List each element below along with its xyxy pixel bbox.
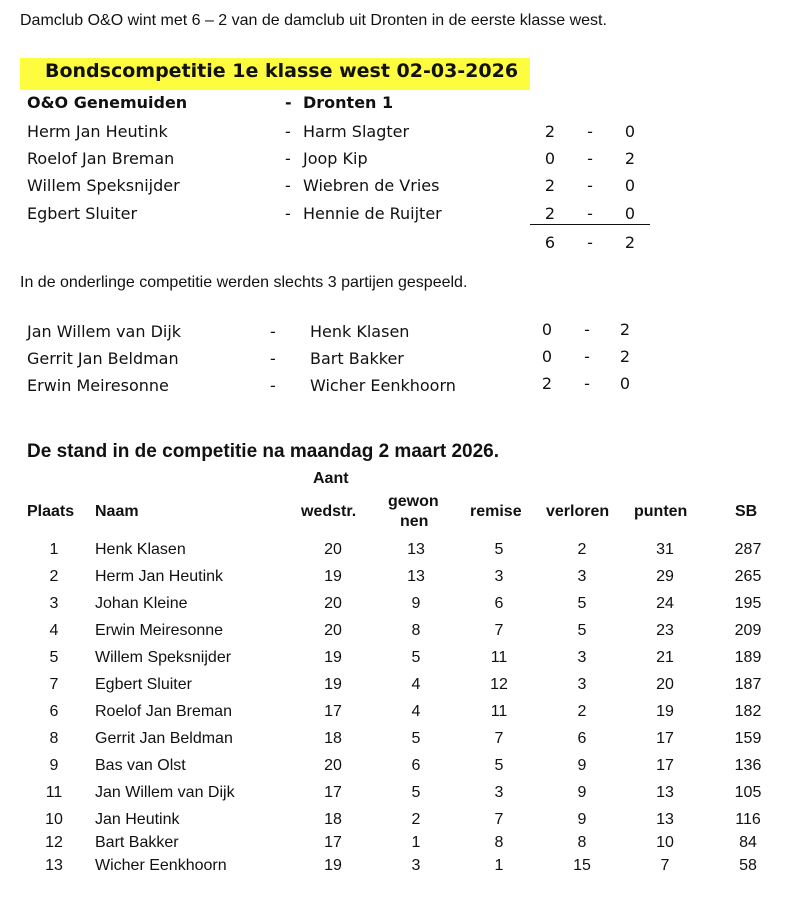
cell-sb: 195 bbox=[734, 595, 762, 612]
score-dash: - bbox=[587, 149, 593, 168]
cell-punten: 10 bbox=[656, 834, 674, 851]
game-away-score: 0 bbox=[624, 204, 636, 223]
internal-away-score: 2 bbox=[619, 347, 631, 366]
score-dash: - bbox=[584, 374, 590, 393]
cell-verloren: 8 bbox=[577, 834, 587, 851]
score-dash: - bbox=[587, 122, 593, 141]
header-sb: SB bbox=[735, 503, 758, 520]
internal-separator: - bbox=[270, 376, 276, 395]
cell-verloren: 5 bbox=[577, 622, 587, 639]
cell-gewonnen: 5 bbox=[411, 649, 421, 666]
game-away-player: Joop Kip bbox=[303, 149, 368, 168]
cell-remise: 11 bbox=[490, 703, 508, 720]
cell-wedstr: 20 bbox=[324, 757, 342, 774]
header-nen: nen bbox=[400, 513, 429, 530]
cell-naam: Roelof Jan Breman bbox=[95, 703, 232, 720]
internal-separator: - bbox=[270, 322, 276, 341]
game-home-score: 2 bbox=[544, 204, 556, 223]
game-away-score: 0 bbox=[624, 176, 636, 195]
cell-remise: 1 bbox=[494, 857, 504, 874]
game-separator: - bbox=[285, 204, 291, 223]
cell-plaats: 9 bbox=[49, 757, 59, 774]
cell-sb: 209 bbox=[734, 622, 762, 639]
cell-gewonnen: 5 bbox=[411, 730, 421, 747]
cell-plaats: 5 bbox=[49, 649, 59, 666]
cell-punten: 13 bbox=[656, 811, 674, 828]
cell-sb: 116 bbox=[735, 811, 761, 828]
cell-wedstr: 19 bbox=[324, 568, 342, 585]
cell-punten: 23 bbox=[656, 622, 674, 639]
cell-remise: 12 bbox=[490, 676, 508, 693]
cell-naam: Wicher Eenkhoorn bbox=[95, 857, 227, 874]
cell-naam: Egbert Sluiter bbox=[95, 676, 192, 693]
cell-verloren: 9 bbox=[577, 784, 587, 801]
cell-remise: 5 bbox=[494, 541, 504, 558]
cell-naam: Bas van Olst bbox=[95, 757, 186, 774]
cell-punten: 24 bbox=[656, 595, 674, 612]
internal-home-score: 2 bbox=[541, 374, 553, 393]
cell-wedstr: 17 bbox=[324, 784, 342, 801]
cell-remise: 7 bbox=[494, 811, 504, 828]
cell-punten: 29 bbox=[656, 568, 674, 585]
internal-separator: - bbox=[270, 349, 276, 368]
game-separator: - bbox=[285, 176, 291, 195]
cell-verloren: 9 bbox=[577, 757, 587, 774]
game-home-score: 0 bbox=[544, 149, 556, 168]
score-dash: - bbox=[587, 176, 593, 195]
cell-plaats: 7 bbox=[49, 676, 59, 693]
cell-plaats: 3 bbox=[49, 595, 59, 612]
score-dash: - bbox=[584, 347, 590, 366]
total-divider bbox=[530, 224, 650, 225]
cell-naam: Jan Heutink bbox=[95, 811, 180, 828]
cell-wedstr: 17 bbox=[324, 703, 342, 720]
header-aant: Aant bbox=[313, 470, 349, 487]
game-away-player: Hennie de Ruijter bbox=[303, 204, 442, 223]
header-wedstr: wedstr. bbox=[301, 503, 357, 520]
cell-naam: Herm Jan Heutink bbox=[95, 568, 224, 585]
cell-gewonnen: 9 bbox=[411, 595, 421, 612]
cell-plaats: 4 bbox=[49, 622, 59, 639]
cell-gewonnen: 8 bbox=[411, 622, 421, 639]
score-dash: - bbox=[587, 204, 593, 223]
cell-plaats: 8 bbox=[49, 730, 59, 747]
cell-gewonnen: 3 bbox=[411, 857, 421, 874]
team-separator: - bbox=[285, 93, 292, 112]
cell-plaats: 11 bbox=[45, 784, 63, 801]
standings-title: De stand in de competitie na maandag 2 maart 2026. bbox=[27, 441, 499, 462]
internal-away-score: 0 bbox=[619, 374, 631, 393]
header-gewon: gewon bbox=[388, 493, 439, 510]
internal-home-player: Gerrit Jan Beldman bbox=[27, 349, 179, 368]
cell-gewonnen: 13 bbox=[407, 568, 425, 585]
game-away-score: 2 bbox=[624, 149, 636, 168]
cell-remise: 3 bbox=[494, 568, 504, 585]
cell-naam: Willem Speksnijder bbox=[95, 649, 232, 666]
cell-verloren: 2 bbox=[577, 703, 587, 720]
total-away-score: 2 bbox=[624, 233, 636, 252]
cell-gewonnen: 6 bbox=[411, 757, 421, 774]
cell-naam: Gerrit Jan Beldman bbox=[95, 730, 233, 747]
cell-wedstr: 19 bbox=[324, 857, 342, 874]
score-dash: - bbox=[587, 233, 593, 252]
cell-verloren: 3 bbox=[577, 568, 587, 585]
cell-wedstr: 18 bbox=[324, 730, 342, 747]
cell-naam: Jan Willem van Dijk bbox=[95, 784, 235, 801]
game-home-player: Roelof Jan Breman bbox=[27, 149, 175, 168]
game-separator: - bbox=[285, 149, 291, 168]
cell-verloren: 5 bbox=[577, 595, 587, 612]
cell-punten: 17 bbox=[656, 730, 674, 747]
header-punten: punten bbox=[634, 503, 688, 520]
cell-naam: Henk Klasen bbox=[95, 541, 186, 558]
cell-punten: 31 bbox=[656, 541, 674, 558]
cell-sb: 84 bbox=[739, 834, 757, 851]
cell-remise: 7 bbox=[494, 622, 504, 639]
score-dash: - bbox=[584, 320, 590, 339]
cell-naam: Johan Kleine bbox=[95, 595, 188, 612]
cell-sb: 265 bbox=[734, 568, 762, 585]
cell-wedstr: 18 bbox=[324, 811, 342, 828]
internal-home-score: 0 bbox=[541, 320, 553, 339]
cell-punten: 7 bbox=[660, 857, 670, 874]
cell-plaats: 1 bbox=[49, 541, 59, 558]
cell-sb: 287 bbox=[734, 541, 762, 558]
game-home-player: Willem Speksnijder bbox=[27, 176, 180, 195]
cell-punten: 20 bbox=[656, 676, 674, 693]
cell-verloren: 9 bbox=[577, 811, 587, 828]
cell-sb: 159 bbox=[734, 730, 762, 747]
internal-note: In de onderlinge competitie werden slechts 3 partijen gespeeld. bbox=[20, 274, 468, 291]
internal-home-player: Erwin Meiresonne bbox=[27, 376, 169, 395]
banner-title: Bondscompetitie 1e klasse west 02-03-2026 bbox=[45, 60, 519, 82]
cell-naam: Erwin Meiresonne bbox=[95, 622, 224, 639]
internal-away-player: Wicher Eenkhoorn bbox=[310, 376, 456, 395]
cell-remise: 8 bbox=[494, 834, 504, 851]
game-home-score: 2 bbox=[544, 122, 556, 141]
cell-remise: 6 bbox=[494, 595, 504, 612]
cell-plaats: 2 bbox=[49, 568, 59, 585]
away-team-name: Dronten 1 bbox=[303, 93, 394, 112]
cell-gewonnen: 1 bbox=[411, 834, 421, 851]
cell-plaats: 6 bbox=[49, 703, 59, 720]
cell-sb: 136 bbox=[734, 757, 762, 774]
cell-gewonnen: 4 bbox=[411, 676, 421, 693]
cell-punten: 17 bbox=[656, 757, 674, 774]
cell-wedstr: 20 bbox=[324, 622, 342, 639]
header-plaats: Plaats bbox=[27, 503, 75, 520]
cell-punten: 21 bbox=[656, 649, 674, 666]
cell-sb: 182 bbox=[734, 703, 762, 720]
total-home-score: 6 bbox=[544, 233, 556, 252]
cell-verloren: 3 bbox=[577, 649, 587, 666]
cell-plaats: 10 bbox=[45, 811, 63, 828]
header-remise: remise bbox=[470, 503, 522, 520]
cell-gewonnen: 2 bbox=[411, 811, 421, 828]
internal-away-score: 2 bbox=[619, 320, 631, 339]
cell-remise: 7 bbox=[494, 730, 504, 747]
cell-remise: 5 bbox=[494, 757, 504, 774]
game-home-score: 2 bbox=[544, 176, 556, 195]
cell-sb: 105 bbox=[734, 784, 762, 801]
intro-text: Damclub O&O wint met 6 – 2 van de damclub uit Dronten in de eerste klasse west. bbox=[20, 12, 607, 29]
game-home-player: Egbert Sluiter bbox=[27, 204, 138, 223]
header-naam: Naam bbox=[95, 503, 139, 520]
cell-remise: 3 bbox=[494, 784, 504, 801]
home-team-name: O&O Genemuiden bbox=[27, 93, 188, 112]
game-away-score: 0 bbox=[624, 122, 636, 141]
cell-remise: 11 bbox=[490, 649, 508, 666]
cell-sb: 187 bbox=[734, 676, 762, 693]
cell-verloren: 6 bbox=[577, 730, 587, 747]
cell-naam: Bart Bakker bbox=[95, 834, 179, 851]
internal-home-score: 0 bbox=[541, 347, 553, 366]
cell-gewonnen: 5 bbox=[411, 784, 421, 801]
cell-wedstr: 19 bbox=[324, 649, 342, 666]
competition-banner bbox=[20, 58, 530, 90]
cell-gewonnen: 4 bbox=[411, 703, 421, 720]
internal-home-player: Jan Willem van Dijk bbox=[27, 322, 182, 341]
game-away-player: Wiebren de Vries bbox=[303, 176, 440, 195]
game-home-player: Herm Jan Heutink bbox=[27, 122, 168, 141]
internal-away-player: Bart Bakker bbox=[310, 349, 404, 368]
game-away-player: Harm Slagter bbox=[303, 122, 410, 141]
cell-plaats: 13 bbox=[45, 857, 63, 874]
cell-sb: 189 bbox=[734, 649, 762, 666]
game-separator: - bbox=[285, 122, 291, 141]
cell-wedstr: 19 bbox=[324, 676, 342, 693]
cell-wedstr: 20 bbox=[324, 595, 342, 612]
internal-away-player: Henk Klasen bbox=[310, 322, 410, 341]
cell-plaats: 12 bbox=[45, 834, 63, 851]
cell-punten: 19 bbox=[656, 703, 674, 720]
cell-wedstr: 17 bbox=[324, 834, 342, 851]
cell-verloren: 3 bbox=[577, 676, 587, 693]
cell-verloren: 2 bbox=[577, 541, 587, 558]
cell-wedstr: 20 bbox=[324, 541, 342, 558]
cell-gewonnen: 13 bbox=[407, 541, 425, 558]
cell-punten: 13 bbox=[656, 784, 674, 801]
cell-sb: 58 bbox=[739, 857, 757, 874]
header-verloren: verloren bbox=[546, 503, 610, 520]
cell-verloren: 15 bbox=[573, 857, 591, 874]
